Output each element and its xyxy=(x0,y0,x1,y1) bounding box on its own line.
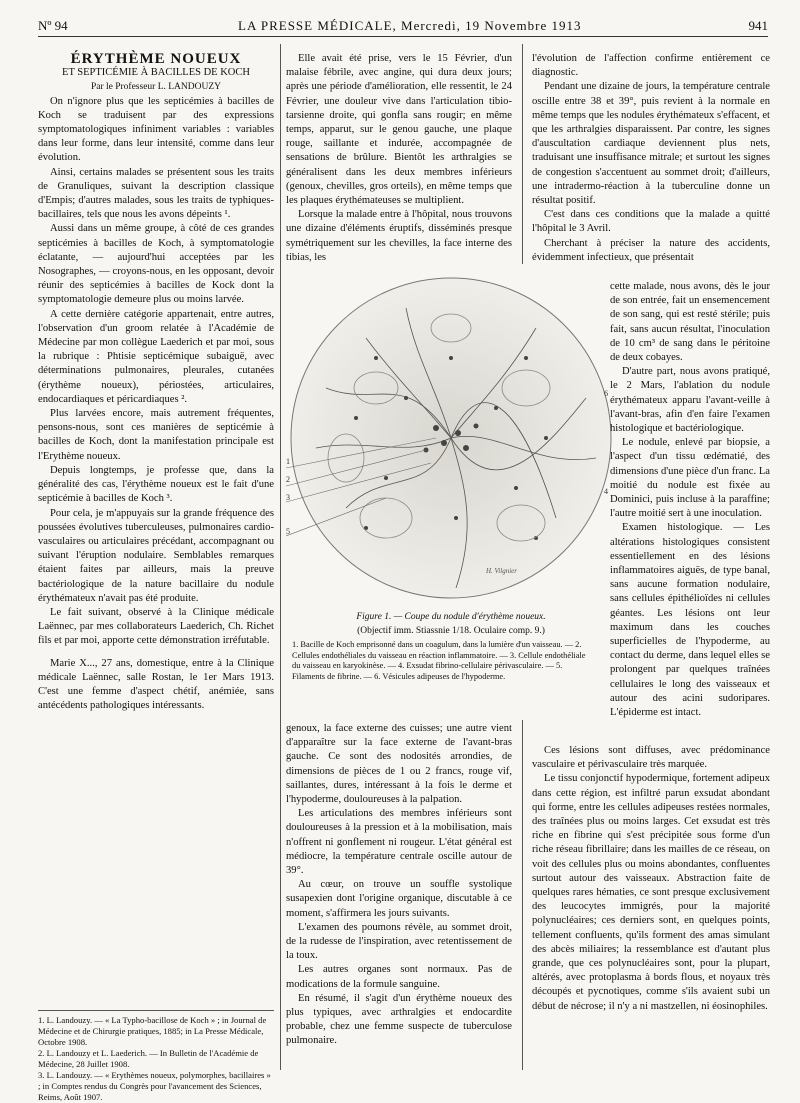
marker-3: 3 xyxy=(286,493,290,502)
paragraph: Ainsi, certains malades se présentent sous les traits de Granuliques, suivant la description classique d'Empis; d'autres malades, sous les traits de typhiques-bacillaires, tels que nous les avons dépeints ¹. xyxy=(38,166,274,221)
marker-1: 1 xyxy=(286,457,290,466)
footnote: 1. L. Landouzy. — « La Typho-bacillose de Koch » ; in Journal de Médecine et de Chirurgie pratiques, 1885; in La Presse Médicale, Octobre 1908. xyxy=(38,1015,267,1047)
column-rule xyxy=(280,44,281,1070)
column-rule xyxy=(522,720,523,1070)
micrograph-illustration xyxy=(286,268,616,608)
paragraph: Les articulations des membres inférieurs sont douloureuses à la pression et à la mobilisation, mais n'offrent ni gonflement ni rougeur. L'état général est médiocre, la température centrale oscille autour de 39°. xyxy=(286,808,512,877)
marker-2: 2 xyxy=(286,475,290,484)
paragraph: l'évolution de l'affection confirme entièrement ce diagnostic. xyxy=(532,53,770,79)
paragraph: L'examen des poumons révèle, au sommet droit, de la rudesse de l'inspiration, avec retentissement de la toux. xyxy=(286,921,512,962)
paragraph: Aussi dans un même groupe, à côté de ces grandes septicémies à bacilles de Koch, à symptomatologie éclatante, — aujourd'hui acceptées par les Nosographes, — croyons-nous, en les opposant, devoir réunir des septicémies à bacilles de Kock dont la symptomatologie demeure plus ou moins larvée. xyxy=(38,223,274,306)
paragraph: Examen histologique. — Les altérations histologiques consistent essentiellement en des lésions inflammatoires aiguës, de type banal, sans aucune formation nodulaire, sans cellules épithélioïdes ni cellules géantes. Les lésions ont leur maximum dans les couches superficielles de l'hypoderme, au contact du derme, dans lequel elles se prolongent par quelques traînées cellulaires le long des vaisseaux et autour des acini sudoripares. L'épiderme est intact. xyxy=(610,522,770,719)
paragraph: Pour cela, je m'appuyais sur la grande fréquence des poussées évolutives tuberculeuses, pulmonaires cardio-vasculaires ou articulaires précédant, accompagnant ou suivant l'éruption nodulaire. Semblables remarques étaient faites par ailleurs, mais la preuve bactériologique de la nature bacillaire du nodule érythémateux n'avait pas été produite. xyxy=(38,507,274,604)
footnotes xyxy=(38,1010,274,1103)
column-1 xyxy=(38,52,274,713)
page-header xyxy=(38,14,768,37)
paragraph: Au cœur, on trouve un souffle systolique susapexien dont l'origine organique, discutable à ce moment, s'affirmera les jours suivants. xyxy=(286,879,512,919)
paragraph: C'est dans ces conditions que la malade a quitté l'hôpital le 3 Avril. xyxy=(532,209,770,235)
paragraph: Le tissu conjonctif hypodermique, fortement adipeux dans cette région, est infiltré parun exsudat abondant qui forme, entre les cellules adipeuses restées normales, des traînées plus ou moins larges. Cet exsudat est très riche en fibrine qui s'est précipitée sous forme d'un riche réseau fibrillaire; dans les mailles de ce réseau, on voit des cellules plus ou moins abondantes, confluentes surtout autour des vaisseaux. Abstraction faite de quelques rares hématies, ce sont presque exclusivement des leucocytes immigrés, pour la majorité polynucléaires; ces derniers sont, en quelques points, tellement confluents, qu'ils forment des amas simulant des abcès miliaires; la ressemblance est d'autant plus grande, que ces polynucléaires sont, pour la plupart, altérés, avec protoplasma à bords flous, et noyaux très découpés et pycnotiques, comme s'ils avaient subi un début de nécrose; il n'y a ni mastzellen, ni éosinophiles. xyxy=(532,773,770,1012)
column-3-top xyxy=(532,52,770,265)
article-author: Par le Professeur L. LANDOUZY xyxy=(90,82,222,93)
figure-legend: 1. Bacille de Koch emprisonné dans un coagulum, dans la lumière d'un vaisseau. — 2. Cellules endothéliales du vaisseau en réaction inflammatoire. — 3. Cellule endothéliale du vaisseau en karyokinèse. — 4. Exsudat fibrino-cellulaire périvasculaire. — 5. Filaments de fibrine. — 6. Vésicules adipeuses de l'hypoderme. xyxy=(292,640,586,681)
paragraph: genoux, la face externe des cuisses; une autre vient d'apparaître sur la face externe de l'avant-bras gauche. Ce sont des nodosités arrondies, de dimensions de pièces de 1 ou 2 francs, rouge vif, saillantes, dures, intéressant à la fois le derme et l'hypoderme, douloureuses à la palpation. xyxy=(286,723,512,806)
column-3-lower xyxy=(532,744,770,1014)
footnote: 2. L. Landouzy et L. Laederich. — In Bulletin de l'Académie de Médecine, 28 Juillet 1908. xyxy=(38,1048,259,1069)
figure-objective: (Objectif imm. Stiassnie 1/18. Oculaire comp. 9.) xyxy=(357,626,545,636)
paragraph: Les autres organes sont normaux. Pas de modications de la formule sanguine. xyxy=(286,964,512,990)
paragraph: Pendant une dizaine de jours, la température centrale oscille entre 38 et 39°, puis revient à la normale en même temps que les nodules érythémateux s'effacent, et que les arthralgies disparaissent. Par contre, les signes d'auscultation cardiaque deviennent plus nets, traduisant une insuffisance mitrale; et surtout les signes de congestion s'accentuent au sommet droit; d'ailleurs, une intradermo-réaction à la tuberculine donne un résultat positif. xyxy=(532,81,770,207)
footnote: 3. L. Landouzy. — « Erythèmes noueux, polymorphes, bacillaires » ; in Comptes rendus du Congrès pour l'avancement des Sciences, Reims, Août 1907. xyxy=(38,1070,271,1102)
article-subtitle: ET SEPTICÉMIE À BACILLES DE KOCH xyxy=(62,67,250,79)
article-title: ÉRYTHÈME NOUEUX xyxy=(70,51,242,67)
paragraph: En résumé, il s'agit d'un érythème noueux des plus typiques, avec arthralgies et endocardite probable, chez une femme suspecte de tuberculose pulmonaire. xyxy=(286,992,512,1047)
figure-caption: Figure 1. — Coupe du nodule d'érythème noueux. xyxy=(356,612,546,622)
paragraph: Le fait suivant, observé à la Clinique médicale Laënnec, par mes collaborateurs Laederich, Ch. Richet fils et par moi, apporte cette démonstration irréfutable. xyxy=(38,606,274,647)
page-number-right: 941 xyxy=(748,18,768,33)
paragraph: Depuis longtemps, je professe que, dans la généralité des cas, l'érythème noueux est le fait d'une septicémie à bacilles de Koch ³. xyxy=(38,464,274,505)
column-2-bottom xyxy=(286,722,512,1049)
marker-5: 5 xyxy=(286,527,290,536)
paragraph: On n'ignore plus que les septicémies à bacilles de Koch se traduisent par des expressions symptomatologiques infiniment variables : variables dans leur forme, dans leur intensité, comme dans leur évolution. xyxy=(38,95,274,164)
page-number: Nº 94 xyxy=(38,18,68,33)
paragraph: cette malade, nous avons, dès le jour de son entrée, fait un ensemencement de son sang, qui est resté stérile; puis fait, sans aucun résultat, l'inoculation de 10 cm³ de sang dans le péritoine de deux cobayes. xyxy=(610,281,770,364)
marker-4: 4 xyxy=(604,487,608,496)
marker-6: 6 xyxy=(604,389,608,398)
paragraph: Cherchant à préciser la nature des accidents, évidemment infectieux, que présentait xyxy=(532,237,770,263)
illustrator-signature: H. Vilgnier xyxy=(486,567,517,575)
paragraph: D'autre part, nous avons pratiqué, le 2 Mars, l'ablation du nodule érythémateux apparu l'avant-veille à l'avant-bras, afin d'en faire l'examen histologique et bactériologique. xyxy=(610,366,770,435)
journal-title: LA PRESSE MÉDICALE, Mercredi, 19 Novembre 1913 xyxy=(238,18,582,33)
paragraph: Elle avait été prise, vers le 15 Février, d'un malaise fébrile, avec angine, qui dura deux jours; après une période d'amélioration, elle ressentit, le 24 Février, une douleur vive dans l'articulation tibio-tarsienne droite, qui gonfla sans rougir; en même temps, apparut, sur le genou gauche, une plaque rouge, saillante et indurée, accompagnée de sensations de brûlure. Bientôt les arthralgies se généralisent dans les deux membres inférieurs (genoux, chevilles, gros orteils), en même temps que les plaques érythémateuses se multiplient. xyxy=(286,53,512,207)
paragraph: Ces lésions sont diffuses, avec prédominance vasculaire et périvasculaire très marquée. xyxy=(532,745,770,771)
paragraph: Plus larvées encore, mais autrement fréquentes, pensons-nous, sont ces manières de septicémie à bacilles de Koch, dont la manifestation principale est l'Erythème noueux. xyxy=(38,408,274,462)
paragraph: Le nodule, enlevé par biopsie, a l'aspect d'un tissu œdématié, des dimensions d'une pièce d'un franc. La moitié du nodule est fixée au Dominici, puis incluse à la paraffine; l'autre moitié sert à une inoculation. xyxy=(610,437,770,520)
column-rule xyxy=(522,44,523,264)
column-2-top xyxy=(286,52,512,265)
paragraph: A cette dernière catégorie appartenait, entre autres, l'observation d'un groom relatée à l'Académie de Médecine par mon collègue Laederich et par moi, sous la rubrique : Phtisie septicémique subaiguë, avec déterminations pulmonaires, pleurales, cutanées (érythème noueux), périostées, articulaires, endocardiaques et péricardiaques ². xyxy=(38,308,274,405)
paragraph: Marie X..., 27 ans, domestique, entre à la Clinique médicale Laënnec, salle Rostan, le 1er Mars 1913. C'est une femme d'aspect chétif, anémiée, sans antécédents pathologiques intéressants. xyxy=(38,657,274,712)
column-3-bottom xyxy=(610,280,770,720)
paragraph: Lorsque la malade entre à l'hôpital, nous trouvons une dizaine d'éléments éruptifs, disséminés presque symétriquement sur les chevilles, la face interne des tibias, les xyxy=(286,209,512,263)
